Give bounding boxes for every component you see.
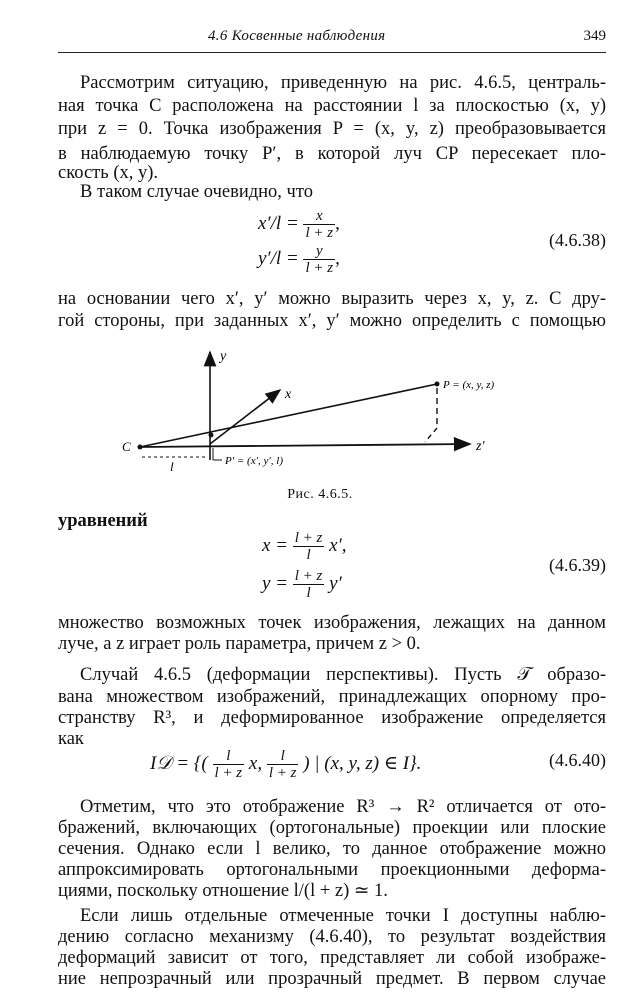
figure-4-6-5: [0, 340, 640, 480]
point-p: [435, 382, 440, 387]
para6-line3: сечения. Однако если l велико, то данное отображение можно: [58, 839, 606, 859]
word-equations: уравнений: [58, 511, 148, 531]
para3-line2: гой стороны, при заданных x′, y′ можно определить с помощью: [58, 311, 606, 331]
page-number: 349: [583, 28, 606, 44]
para7-line1: Если лишь отдельные отмеченные точки I доступны наблю-: [80, 906, 606, 926]
para7-line2: дению согласно механизму (4.6.40), то результат воздействия: [58, 927, 606, 947]
para5-line2: вана множеством изображений, принадлежащих опорному про-: [58, 687, 606, 707]
para5-line1: Случай 4.6.5 (деформации перспективы). Пусть 𝒯 образо-: [80, 665, 606, 685]
label-x: x: [285, 387, 292, 402]
point-c: [138, 445, 143, 450]
para1-line5: скость (x, y).: [58, 163, 159, 183]
eq-number-4-6-38: (4.6.38): [549, 230, 606, 250]
para6-line5: циями, поскольку отношение l/(l + z) ≃ 1.: [58, 881, 388, 901]
para5-line4: как: [58, 729, 84, 749]
para6-line2: бражений, включающих (ортогональные) проекции или плоские: [58, 818, 606, 838]
x-axis: [210, 390, 280, 444]
z-axis: [140, 444, 470, 447]
para5-line3: странству R³, и деформированное изображение определяется: [58, 708, 606, 728]
running-header: [58, 26, 606, 53]
label-p-prime: P′ = (x′, y′, l): [225, 455, 284, 467]
figure-caption: Рис. 4.6.5.: [287, 487, 353, 502]
label-y: y: [220, 349, 227, 364]
p-projection-diag: [425, 428, 437, 442]
label-c: C: [122, 439, 131, 454]
section-title: 4.6 Косвенные наблюдения: [208, 28, 386, 44]
para7-line4: ние непрозрачный или прозрачный предмет. В первом случае: [58, 969, 606, 989]
para1-line4: в наблюдаемую точку P′, в которой луч CP пересекает пло-: [58, 144, 606, 164]
para6-line4: аппроксимировать ортогональными проекционными деформа-: [58, 860, 606, 880]
para7-line3: деформаций зависит от того, представляет ли собой изображе-: [58, 948, 606, 968]
label-l: l: [170, 459, 174, 474]
para4-line1: множество возможных точек изображения, лежащих на данном: [58, 613, 606, 633]
eq-number-4-6-40: (4.6.40): [549, 750, 606, 770]
eq-4-6-40: I𝒟 = {( $\frac{l}{l + z}$ x, $\frac{l}{l + z}$ ) | (x, y, z) ∈ I}.: [150, 748, 422, 781]
eq-4-6-39-line2: y = $\frac{l + z}{l}$ y′: [262, 568, 342, 601]
point-p-prime: [209, 433, 214, 438]
eq-4-6-38-line1: x′/l = $\frac{x}{l + z}$ ,: [258, 208, 340, 241]
eq-4-6-39-line1: x = $\frac{l + z}{l}$ x′,: [262, 530, 347, 563]
para1-line2: ная точка C расположена на расстоянии l за плоскостью (x, y): [58, 96, 606, 116]
para1-line1: Рассмотрим ситуацию, приведенную на рис. 4.6.5, централь-: [80, 73, 606, 93]
para4-line2: луче, а z играет роль параметра, причем z > 0.: [58, 634, 421, 654]
eq-number-4-6-39: (4.6.39): [549, 555, 606, 575]
para3-line1: на основании чего x′, y′ можно выразить через x, y, z. С дру-: [58, 289, 606, 309]
para1-line3: при z = 0. Точка изображения P = (x, y, z) преобразовывается: [58, 119, 606, 139]
para2-line: В таком случае очевидно, что: [80, 182, 313, 202]
label-z: z′: [476, 439, 485, 454]
eq-4-6-38-line2: y′/l = $\frac{y}{l + z}$ ,: [258, 243, 340, 276]
label-p: P = (x, y, z): [443, 379, 495, 391]
para6-line1: Отметим, что это отображение R³ → R² отличается от ото-: [80, 797, 606, 817]
